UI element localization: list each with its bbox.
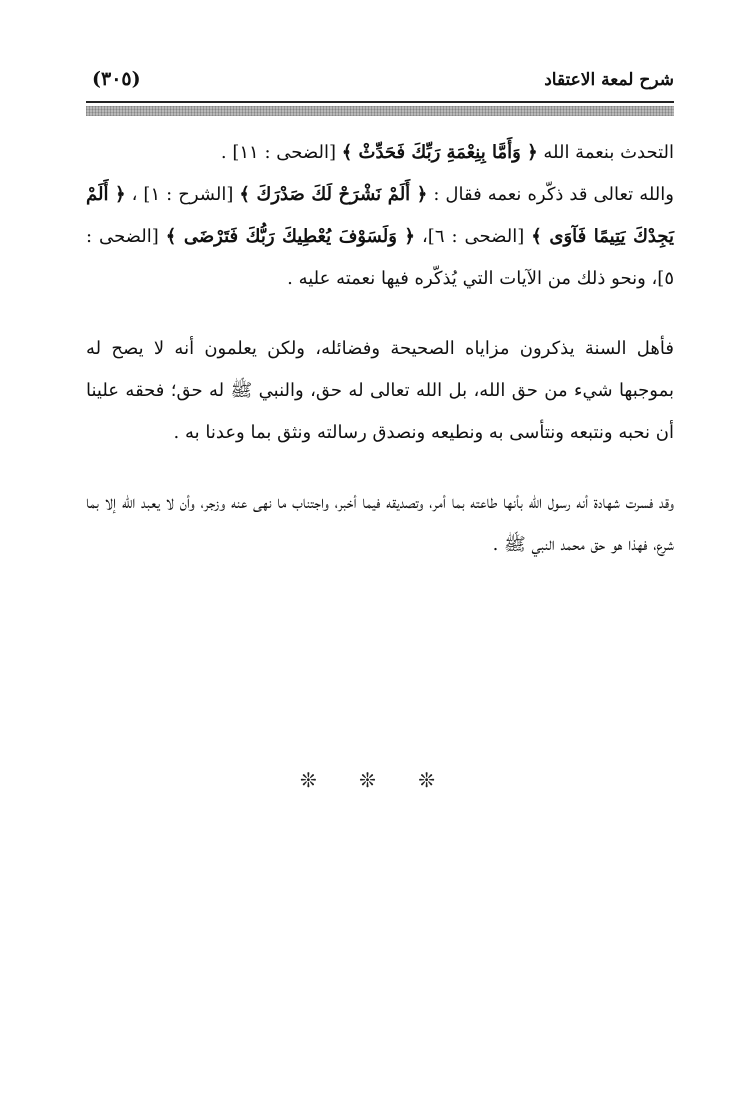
page-header (86, 60, 674, 100)
p2-verse-1: ﴿ أَلَمْ نَشْرَحْ لَكَ صَدْرَكَ ﴾ (239, 184, 428, 205)
paragraph-gap (86, 300, 674, 328)
p2-verse-2: ﴿ أَلَمْ يَجِدْكَ يَتِيمًا فَآوَى ﴾ (86, 184, 674, 247)
p2-verse-3: ﴿ وَلَسَوْفَ يُعْطِيكَ رَبُّكَ فَتَرْضَى ﴾ (165, 226, 415, 247)
p1-ref: [الضحى : ١١] . (220, 142, 342, 163)
p2-ref-2: [الضحى : ٦]، (414, 226, 532, 247)
header-rule (86, 101, 674, 103)
p1-verse: ﴿ وَأَمَّا بِنِعْمَةِ رَبِّكَ فَحَدِّثْ ﴾ (341, 142, 538, 163)
paragraph-1 (86, 132, 674, 174)
main-text (86, 132, 674, 566)
running-title: شرح لمعة الاعتقاد (544, 70, 674, 90)
section-separator-stars: ❊ ❊ ❊ (300, 768, 453, 792)
p2-lead: والله تعالى قد ذكّره نعمه فقال : (427, 184, 674, 205)
page-number: (٣٠٥) (92, 68, 141, 90)
p2-ref-1: [الشرح : ١] ، (125, 184, 240, 205)
paragraph-4: وقد فسرت شهادة أنه رسول الله بأنها طاعته بما أمر، وتصديقه فيما أخبر، واجتناب ما نهى عنه وزجر، وأن لا يعبد الله إلا بما شرع، فهذا هو حق محمد النبي ﷺ . (86, 492, 674, 555)
paragraph-3: فأهل السنة يذكرون مزاياه الصحيحة وفضائله، ولكن يعلمون أنه لا يصح له بموجبها شيء من حق الله، بل الله تعالى له حق، والنبي ﷺ له حق؛ فحقه علينا أن نحبه ونتبعه ونتأسى به ونطيعه ونصدق رسالته ونثق بما وعدنا به . (86, 338, 674, 443)
paragraph-2 (86, 174, 674, 300)
header-pattern-band (86, 106, 674, 116)
p1-lead: التحدث بنعمة الله (537, 142, 674, 163)
paragraph-gap (86, 454, 674, 482)
p2-ref-3: [الضحى : ٥]، ونحو ذلك من الآيات التي يُذكّره فيها نعمته عليه . (86, 226, 674, 289)
